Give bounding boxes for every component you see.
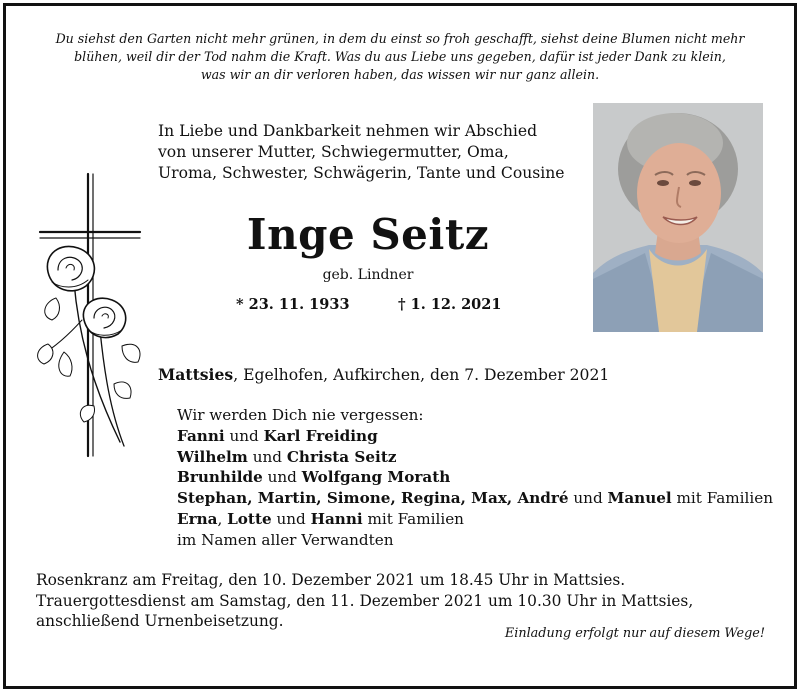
place-main: Mattsies [158, 365, 234, 384]
poem-line: Du siehst den Garten nicht mehr grünen, in dem du einst so froh geschafft, siehst deine Blumen nicht mehr [55, 31, 745, 46]
family-name: Wolfgang Morath [301, 468, 451, 487]
poem-line: blühen, weil dir der Tod nahm die Kraft. Was du aus Liebe uns gegeben, dafür ist jeder Dank zu klein, [74, 49, 726, 64]
family-join: mit Familien [671, 489, 774, 508]
service-info [36, 570, 693, 632]
birth-date: * 23. 11. 1933 [236, 296, 350, 313]
family-name: Karl Freiding [263, 426, 378, 445]
family-name: Brunhilde [177, 468, 263, 487]
intro-line: In Liebe und Dankbarkeit nehmen wir Abschied [158, 122, 538, 140]
family-line [177, 509, 773, 530]
poem [20, 30, 780, 84]
death-date: † 1. 12. 2021 [398, 296, 502, 313]
service-line: anschließend Urnenbeisetzung. [36, 612, 284, 630]
family-closing: im Namen aller Verwandten [177, 530, 394, 549]
intro-line: Uroma, Schwester, Schwägerin, Tante und Cousine [158, 164, 565, 182]
family-join: und [224, 426, 264, 445]
family-name: Hanni [310, 509, 363, 528]
family-join: und [568, 489, 608, 508]
place-rest: , Egelhofen, Aufkirchen, den 7. Dezember 2021 [233, 366, 610, 384]
portrait-photo [593, 103, 763, 332]
family-list [177, 405, 773, 551]
deceased-name: Inge Seitz [246, 210, 490, 259]
service-line: Trauergottesdienst am Samstag, den 11. Dezember 2021 um 10.30 Uhr in Mattsies, [36, 591, 694, 610]
service-line: Rosenkranz am Freitag, den 10. Dezember 2021 um 18.45 Uhr in Mattsies. [36, 571, 626, 589]
family-line [177, 467, 773, 488]
family-join: und [271, 509, 311, 528]
family-name: Christa Seitz [286, 447, 397, 466]
family-name: Stephan, Martin, Simone, Regina, Max, André [177, 489, 569, 508]
portrait-image [593, 103, 763, 332]
family-line [177, 488, 773, 509]
cross-with-roses-icon [34, 170, 146, 460]
family-join: und [262, 468, 302, 487]
poem-line: was wir an dir verloren haben, das wissen wir nur ganz allein. [200, 67, 600, 82]
family-join: und [247, 447, 287, 466]
family-line [177, 447, 773, 468]
family-line [177, 426, 773, 447]
place-date-line [158, 365, 609, 384]
family-join: mit Familien [362, 509, 464, 528]
family-name: Lotte [227, 509, 272, 528]
invitation-note: Einladung erfolgt nur auf diesem Wege! [504, 626, 765, 641]
family-join: , [217, 509, 228, 528]
family-name: Fanni [177, 426, 225, 445]
family-name: Manuel [607, 489, 672, 508]
intro-line: von unserer Mutter, Schwiegermutter, Oma, [158, 143, 509, 161]
family-intro: Wir werden Dich nie vergessen: [177, 406, 424, 424]
family-name: Wilhelm [177, 447, 248, 466]
birth-name: geb. Lindner [322, 267, 414, 283]
intro-text [158, 121, 565, 184]
family-name: Erna [177, 509, 218, 528]
